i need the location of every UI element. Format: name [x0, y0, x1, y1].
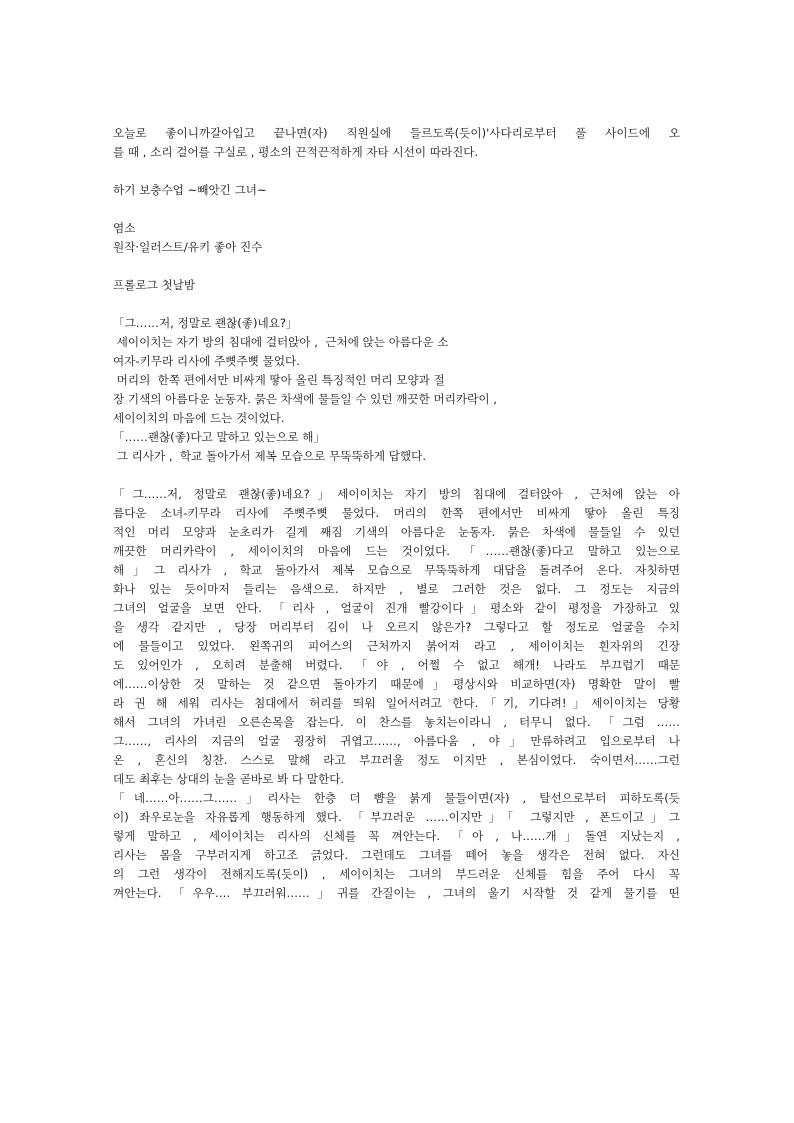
intro-line: 오늘로 좋이니까갈아입고 끝나면(자) 직원실에 들르도록(듯이)'사다리로부터 풀 사이드에 오 [113, 126, 680, 140]
text-line: 「그……저, 정말로 괜찮(좋)네요?」 [113, 316, 298, 330]
author-line: 염소 [113, 221, 136, 235]
passage-short [113, 314, 680, 466]
text-line: 라 권 해 세워 리사는 침대에서 허리를 띄워 일어서려고 한다.「기, 기다려!」세이이치는 당황 [113, 696, 680, 710]
text-line: 이) 좌우로눈을 자유롭게 행동하게 했다. 「부끄러운 ……이지만」「 그렇지만 , 폰드이고」그 [113, 810, 680, 824]
text-line: 을 생각 같지만 , 당장 머리부터 김이 나 오르지 않은가? 그렇다고 할 정도로 얼굴을 수치 [113, 620, 680, 634]
text-line: 온 , 혼신의 칭찬. 스스로 말해 라고 부끄러울 정도 이지만 , 본심이었다. 숙이면서……그런 [113, 753, 680, 767]
intro-line: 를 때 , 소리 걸어를 구실로 , 평소의 끈적끈적하게 자타 시선이 따라진다. [113, 145, 479, 159]
credits [113, 219, 680, 257]
text-line: 그……, 리사의 지금의 얼굴 굉장히 귀엽고……, 아름다움 , 야」만류하려고 입으로부터 나 [113, 734, 680, 748]
text-line: 도 있어인가 , 오히려 분출해 버렸다. 「야 , 어쩔 수 없고 해개! 나라도 부끄럽기 때문 [113, 658, 680, 672]
story-title: 하기 보충수업 ~빼앗긴 그녀~ [113, 183, 267, 197]
text-line: 데도 최후는 상대의 눈을 곧바로 봐 다 말한다. [113, 772, 345, 786]
text-line: 깨끗한 머리카락이 , 세이이치의 마음에 드는 것이었다. 「……괜찮(좋)다고 말하고 있는으로 [113, 544, 680, 558]
text-line: 「네……아……그……」리사는 한층 더 뺨을 붉게 물들이면(자) , 탈선으로부터 피하도록(듯 [113, 791, 680, 805]
text-line: 세이이치의 마음에 드는 것이었다. [113, 411, 285, 425]
text-line: 장 기색의 아름다운 눈동자. 묽은 차색에 물들일 수 있던 깨끗한 머리카락이 , [113, 392, 497, 406]
text-line: 해서 그녀의 가녀린 오른손목을 잡는다. 이 찬스를 놓치는이라니 , 터무니 없다. 「그럼 …… [113, 715, 680, 729]
text-line: 세이이치는 자기 방의 침대에 걸터앉아 , 근처에 앉는 아름다운 소 [113, 335, 449, 349]
text-line: 름다운 소녀-키무라 리사에 주뼛주뼛 물었다. 머리의 한쪽 편에서만 비싸게 땋아 올린 특징 [113, 506, 680, 520]
text-line: 렇게 말하고 , 세이이치는 리사의 신체를 꼭 껴안는다. 「아 , 나……개」돌연 지났는지 , [113, 829, 680, 843]
text-line: 그녀의 얼굴을 보면 안다. 「리사 , 얼굴이 진개 빨강이다」평소와 같이 평정을 가장하고 있 [113, 601, 680, 615]
passage-long [113, 485, 680, 903]
text-line: 「……괜찮(좋)다고 말하고 있는으로 해」 [113, 430, 326, 444]
text-line: 의 그런 생각이 전해지도록(듯이) , 세이이치는 그녀의 부드러운 신체를 힘을 주어 다시 꼭 [113, 867, 680, 881]
text-line: 그 리사가 , 학교 돌아가서 제복 모습으로 무뚝뚝하게 답했다. [113, 449, 427, 463]
credits-line: 원작·일러스트/유키 좋아 진수 [113, 240, 263, 254]
text-line: 리사는 몸을 구부러지게 하고조 긁었다. 그런데도 그녀를 떼어 놓을 생각은 전혀 없다. 자신 [113, 848, 680, 862]
intro-paragraph [113, 124, 680, 162]
text-line: 「그……저, 정말로 괜찮(좋)네요?」세이이치는 자기 방의 침대에 걸터앉아 , 근처에 앉는 아 [113, 487, 680, 501]
document-page [113, 124, 680, 903]
text-line: 해」그 리사가 , 학교 돌아가서 제복 모습으로 무뚝뚝하게 대답을 돌려주어 온다. 자칫하면 [113, 563, 680, 577]
text-line: 적인 머리 모양과 눈초리가 길게 째짐 기색의 아름다운 눈동자. 묽은 차색에 물들일 수 있던 [113, 525, 680, 539]
text-line: 머리의 한쪽 편에서만 비싸게 땋아 올린 특징적인 머리 모양과 절 [113, 373, 445, 387]
text-line: 화나 있는 듯이마저 들리는 음색으로. 하지만 , 별로 그러한 것은 없다. 그 정도는 지금의 [113, 582, 680, 596]
text-line: 여자-키무라 리사에 주뼛주뼛 물었다. [113, 354, 300, 368]
chapter-title: 프롤로그 첫날밤 [113, 278, 196, 292]
text-line: 에 물들이고 있었다. 왼쪽귀의 피어스의 근처까지 붉어져 라고 , 세이이치는 흰자위의 긴장 [113, 639, 680, 653]
text-line: 껴안는다. 「우우…. 부끄러워……」귀를 간질이는 , 그녀의 울기 시작할 것 같게 물기를 띤 [113, 886, 680, 900]
text-line: 에……이상한 것 말하는 것 같으면 돌아가기 때문에」평상시와 비교하면(자) 명확한 말이 빨 [113, 677, 680, 691]
